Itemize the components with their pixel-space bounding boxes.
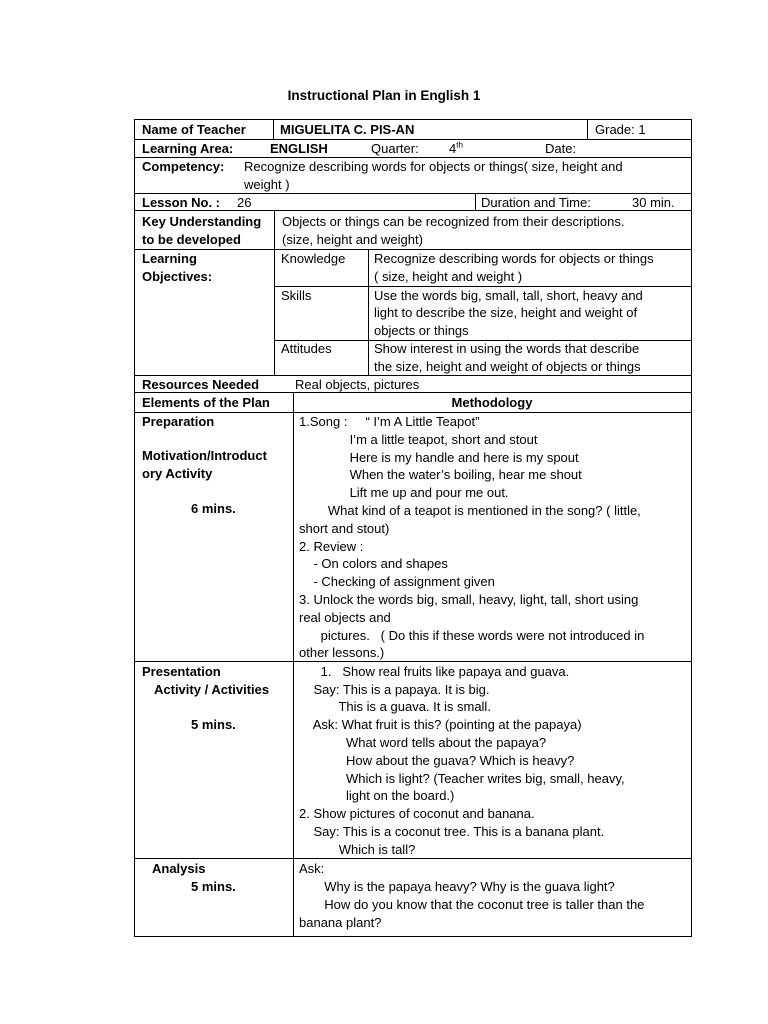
teacher-label: Name of Teacher [142,122,246,137]
preparation-line: - Checking of assignment given [299,574,495,589]
preparation-line: Here is my handle and here is my spout [299,450,579,465]
presentation-line: This is a guava. It is small. [299,699,491,714]
duration-value: 30 min. [632,195,675,210]
presentation-line: 2. Show pictures of coconut and banana. [299,806,535,821]
plan-table [134,392,692,937]
preparation-line: When the water’s boiling, hear me shout [299,467,582,482]
presentation-line: How about the guava? Which is heavy? [299,753,575,768]
analysis-label: Analysis [152,861,206,876]
preparation-line: 1.Song : “ I’m A Little Teapot” [299,414,480,429]
competency-line-2: weight ) [244,177,290,192]
analysis-line: Ask: [299,861,325,876]
key-understanding-line-2: (size, height and weight) [282,232,423,247]
preparation-line: What kind of a teapot is mentioned in the song? ( little, [299,503,641,518]
skills-line: light to describe the size, height and weight of [374,305,638,320]
resources-value: Real objects, pictures [295,377,420,392]
presentation-line: 1. Show real fruits like papaya and guava. [299,664,570,679]
key-understanding-line-1: Objects or things can be recognized from their descriptions. [282,214,625,229]
skills-label: Skills [281,288,312,303]
lesson-value: 26 [237,195,252,210]
objectives-label-2: Objectives: [142,269,213,284]
presentation-activity-label: Activity / Activities [154,682,270,697]
preparation-line: real objects and [299,610,391,625]
competency-line-1: Recognize describing words for objects or things( size, height and [244,159,623,174]
preparation-line: pictures. ( Do this if these words were not introduced in [299,628,645,643]
objectives-label-1: Learning [142,251,197,266]
attitudes-line: Show interest in using the words that describe [374,341,640,356]
analysis-line: banana plant? [299,915,382,930]
attitudes-label: Attitudes [281,341,332,356]
document-title: Instructional Plan in English 1 [287,88,481,103]
learning-area-label: Learning Area: [142,141,234,156]
preparation-line: 3. Unlock the words big, small, heavy, light, tall, short using [299,592,639,607]
key-understanding-label-1: Key Understanding [142,214,262,229]
header-table [134,119,692,211]
duration-label: Duration and Time: [481,195,591,210]
preparation-line: I’m a little teapot, short and stout [299,432,538,447]
quarter-label: Quarter: [371,141,419,156]
knowledge-line: Recognize describing words for objects or things [374,251,654,266]
plan-elements-header: Elements of the Plan [142,395,270,410]
preparation-line: Lift me up and pour me out. [299,485,509,500]
skills-line: Use the words big, small, tall, short, heavy and [374,288,643,303]
preparation-time: 6 mins. [191,501,236,516]
presentation-line: Say: This is a coconut tree. This is a banana plant. [299,824,605,839]
resources-label: Resources Needed [142,377,260,392]
key-understanding-label-2: to be developed [142,232,241,247]
learning-area-value: ENGLISH [270,141,328,156]
presentation-line: Which is tall? [299,842,416,857]
objectives-table [134,210,692,393]
presentation-line: What word tells about the papaya? [299,735,547,750]
presentation-time: 5 mins. [191,717,236,732]
analysis-line: How do you know that the coconut tree is taller than the [299,897,645,912]
quarter-value: 4th [449,140,463,156]
knowledge-line: ( size, height and weight ) [374,269,523,284]
presentation-line: light on the board.) [299,788,455,803]
methodology-header: Methodology [451,395,533,410]
motivation-label-2: ory Activity [142,466,213,481]
preparation-line: - On colors and shapes [299,556,448,571]
preparation-line: 2. Review : [299,539,364,554]
skills-line: objects or things [374,323,469,338]
motivation-label-1: Motivation/Introduct [142,448,267,463]
analysis-line: Why is the papaya heavy? Why is the guava light? [299,879,615,894]
grade-value: Grade: 1 [595,122,646,137]
teacher-value: MIGUELITA C. PIS-AN [280,122,415,137]
knowledge-label: Knowledge [281,251,346,266]
presentation-line: Which is light? (Teacher writes big, small, heavy, [299,771,625,786]
preparation-line: other lessons.) [299,645,385,660]
attitudes-line: the size, height and weight of objects or things [374,359,641,374]
preparation-label: Preparation [142,414,215,429]
preparation-line: short and stout) [299,521,390,536]
analysis-time: 5 mins. [191,879,236,894]
lesson-label: Lesson No. : [142,195,221,210]
presentation-line: Say: This is a papaya. It is big. [299,682,490,697]
competency-label: Competency: [142,159,225,174]
presentation-label: Presentation [142,664,221,679]
date-label: Date: [545,141,577,156]
presentation-line: Ask: What fruit is this? (pointing at the papaya) [299,717,582,732]
